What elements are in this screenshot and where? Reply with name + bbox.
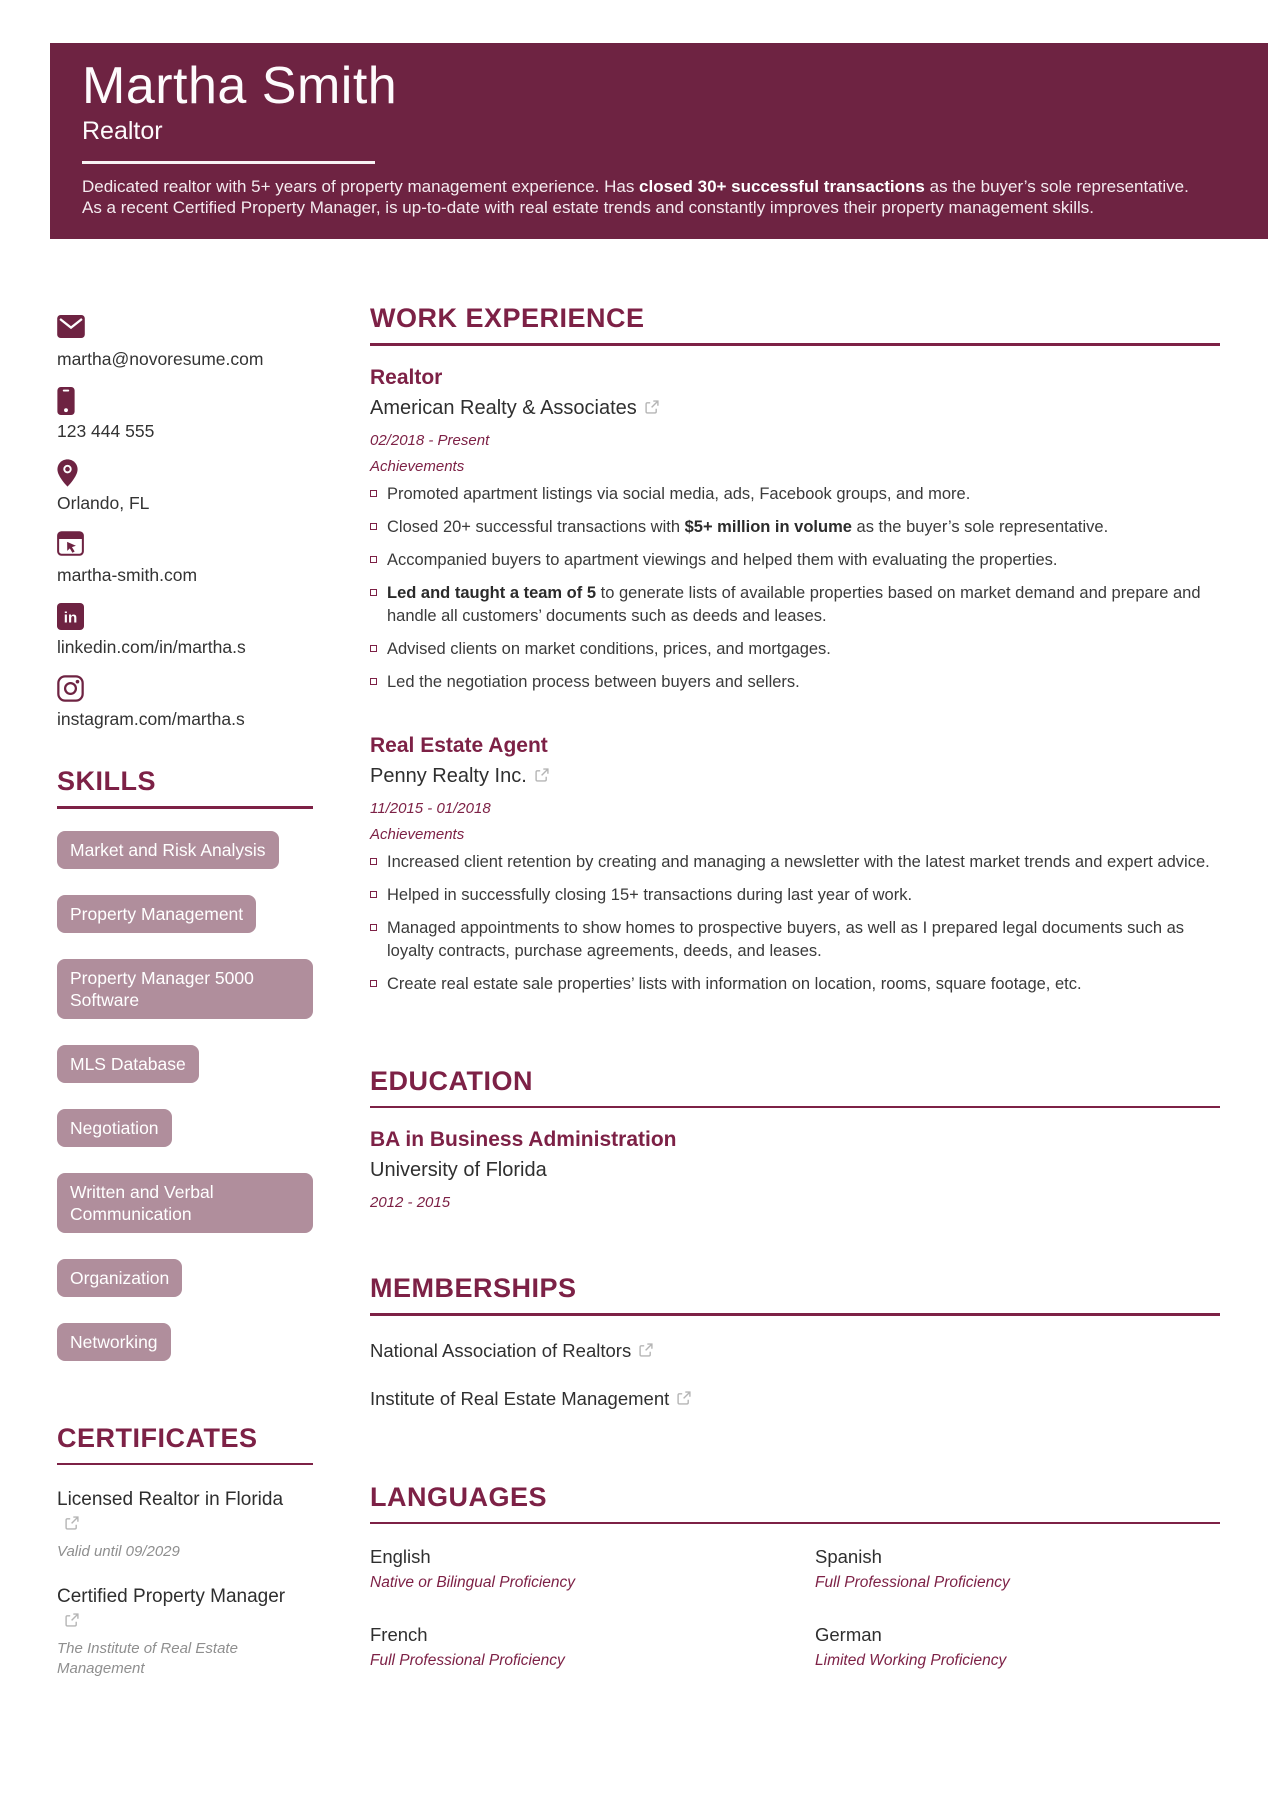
job-list (370, 366, 1220, 996)
linkedin-icon (57, 603, 313, 631)
membership-item: Institute of Real Estate Management (370, 1388, 1220, 1410)
language-level: Full Professional Proficiency (370, 1652, 565, 1669)
job-dates: 02/2018 - Present (370, 431, 490, 449)
contact-item (57, 675, 313, 730)
achievement-bullet: Create real estate sale properties’ lists with information on location, rooms, square footage, etc. (370, 973, 1220, 996)
section-rule (370, 1522, 1220, 1525)
company-name: American Realty & Associates (370, 397, 1220, 420)
summary-text: Dedicated realtor with 5+ years of property management experience. Has closed 30+ successful transactions as the buyer’s sole representative. As a recent Certified Property Manager, is up-to-date with real estate trends and constantly improves their property management skills. (82, 177, 1189, 218)
achievement-bullet: Helped in successfully closing 15+ transactions during last year of work. (370, 884, 1220, 907)
achievement-bullet: Managed appointments to show homes to prospective buyers, as well as I prepared legal documents such as loyalty contracts, purchase agreements, deeds, and leases. (370, 917, 1220, 963)
square-bullet-icon (370, 490, 377, 497)
certificates-section (57, 1423, 313, 1680)
skill-tag: Property Management (57, 895, 256, 933)
language-level: Full Professional Proficiency (815, 1574, 1010, 1591)
achievement-bullet: Closed 20+ successful transactions with $5+ million in volume as the buyer’s sole representative. (370, 516, 1220, 539)
language-level: Native or Bilingual Proficiency (370, 1574, 576, 1591)
contact-item (57, 531, 313, 586)
skills-section (57, 766, 313, 1361)
header-banner (50, 43, 1268, 239)
job-entry (370, 366, 1220, 694)
job-title: Realtor (370, 365, 443, 389)
square-bullet-icon (370, 858, 377, 865)
website-icon (57, 531, 313, 559)
language-item (815, 1546, 1220, 1592)
job-title: Real Estate Agent (370, 733, 548, 757)
square-bullet-icon (370, 980, 377, 987)
square-bullet-icon (370, 523, 377, 530)
external-link-icon[interactable] (677, 1388, 691, 1410)
language-name: French (370, 1624, 428, 1645)
section-rule (370, 1313, 1220, 1316)
skills-heading: SKILLS (57, 766, 157, 796)
achievement-list (370, 851, 1220, 996)
certificates-heading: CERTIFICATES (57, 1422, 258, 1453)
contact-text: 123 444 555 (57, 421, 155, 441)
contact-text: martha@novoresume.com (57, 349, 264, 369)
certificate-item (57, 1584, 313, 1679)
achievements-label: Achievements (370, 457, 465, 475)
degree-title: BA in Business Administration (370, 1128, 677, 1151)
contact-item (57, 603, 313, 658)
square-bullet-icon (370, 589, 377, 596)
achievement-bullet: Accompanied buyers to apartment viewings and helped them with evaluating the properties. (370, 549, 1220, 572)
education-section (370, 1066, 1220, 1212)
square-bullet-icon (370, 645, 377, 652)
phone-icon (57, 387, 313, 415)
language-name: German (815, 1624, 882, 1645)
external-link-icon[interactable] (645, 397, 659, 420)
certificate-title: Certified Property Manager (57, 1584, 287, 1634)
section-rule (57, 1463, 313, 1466)
achievement-list (370, 483, 1220, 694)
contact-item (57, 387, 313, 442)
contact-text: instagram.com/martha.s (57, 709, 245, 729)
achievement-bullet: Advised clients on market conditions, prices, and mortgages. (370, 638, 1220, 661)
certificate-subtitle: The Institute of Real Estate Management (57, 1640, 238, 1677)
skill-tag-list (57, 831, 313, 1361)
work-experience-heading: WORK EXPERIENCE (370, 303, 645, 333)
header-divider (82, 161, 375, 164)
person-name: Martha Smith (82, 57, 398, 115)
person-job-title: Realtor (82, 117, 163, 146)
school-name: University of Florida (370, 1159, 547, 1181)
email-icon (57, 315, 313, 343)
language-level: Limited Working Proficiency (815, 1652, 1007, 1669)
instagram-icon (57, 675, 313, 703)
contact-text: linkedin.com/in/martha.s (57, 637, 246, 657)
languages-heading: LANGUAGES (370, 1481, 548, 1512)
certificate-subtitle: Valid until 09/2029 (57, 1543, 180, 1560)
education-heading: EDUCATION (370, 1065, 533, 1096)
main-column (370, 303, 1220, 1670)
square-bullet-icon (370, 924, 377, 931)
square-bullet-icon (370, 678, 377, 685)
skill-tag: Organization (57, 1259, 182, 1297)
membership-list (370, 1340, 1220, 1410)
certificate-title: Licensed Realtor in Florida (57, 1487, 287, 1537)
language-name: English (370, 1546, 431, 1567)
achievement-bullet: Promoted apartment listings via social media, ads, Facebook groups, and more. (370, 483, 1220, 506)
education-dates: 2012 - 2015 (370, 1194, 451, 1211)
skill-tag: Property Manager 5000 Software (57, 959, 313, 1019)
achievements-label: Achievements (370, 825, 465, 843)
contact-section (57, 315, 313, 730)
skill-tag: Networking (57, 1323, 171, 1361)
skill-tag: MLS Database (57, 1045, 199, 1083)
external-link-icon[interactable] (65, 1609, 79, 1634)
contact-item (57, 459, 313, 514)
memberships-section (370, 1273, 1220, 1410)
language-item (370, 1624, 815, 1670)
achievement-bullet: Led the negotiation process between buyers and sellers. (370, 671, 1220, 694)
external-link-icon[interactable] (535, 765, 549, 788)
achievement-bullet: Led and taught a team of 5 to generate lists of available properties based on market demand and prepare and handle all customers’ documents such as deeds and leases. (370, 582, 1220, 628)
section-rule (370, 1106, 1220, 1109)
contact-item (57, 315, 313, 370)
language-item (815, 1624, 1220, 1670)
contact-text: Orlando, FL (57, 493, 150, 513)
language-grid (370, 1546, 1220, 1670)
section-rule (57, 806, 313, 809)
job-dates: 11/2015 - 01/2018 (370, 799, 491, 817)
language-item (370, 1546, 815, 1592)
job-entry (370, 734, 1220, 996)
contact-text: martha-smith.com (57, 565, 198, 585)
company-name: Penny Realty Inc. (370, 765, 1220, 788)
square-bullet-icon (370, 891, 377, 898)
skill-tag: Market and Risk Analysis (57, 831, 279, 869)
work-experience-section (370, 303, 1220, 996)
external-link-icon[interactable] (65, 1512, 79, 1537)
svg-text:in: in (63, 609, 78, 627)
skill-tag: Written and Verbal Communication (57, 1173, 313, 1233)
sidebar (57, 300, 313, 1679)
external-link-icon[interactable] (639, 1340, 653, 1362)
square-bullet-icon (370, 556, 377, 563)
section-rule (370, 343, 1220, 346)
certificate-list (57, 1487, 313, 1679)
language-name: Spanish (815, 1546, 882, 1567)
certificate-item (57, 1487, 313, 1562)
achievement-bullet: Increased client retention by creating and managing a newsletter with the latest market trends and expert advice. (370, 851, 1220, 874)
location-icon (57, 459, 313, 487)
membership-item: National Association of Realtors (370, 1340, 1220, 1362)
languages-section (370, 1482, 1220, 1671)
memberships-heading: MEMBERSHIPS (370, 1273, 577, 1303)
education-entry (370, 1128, 1220, 1211)
skill-tag: Negotiation (57, 1109, 172, 1147)
